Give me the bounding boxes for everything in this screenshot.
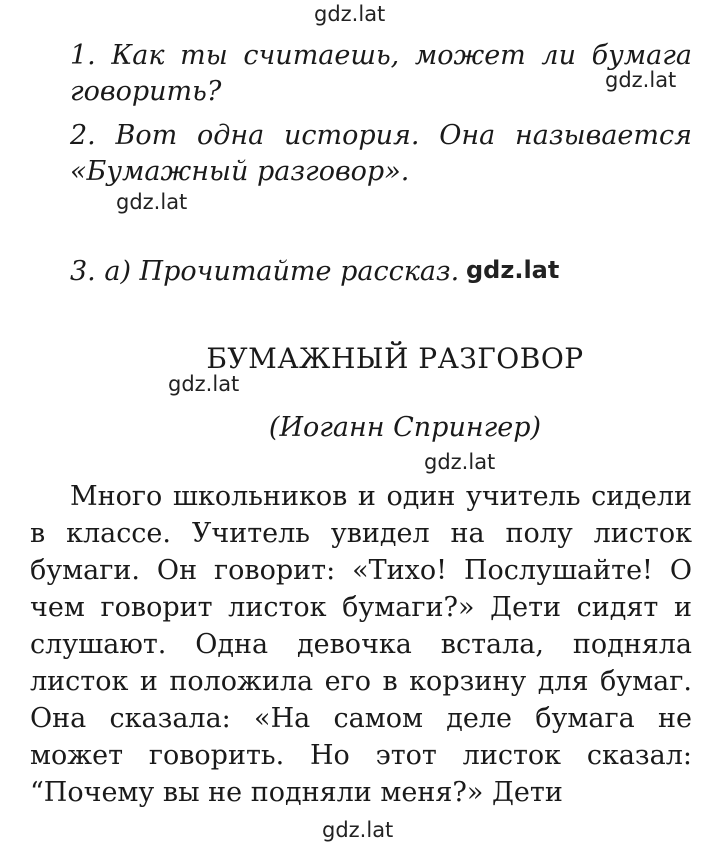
watermark: gdz.lat — [116, 190, 188, 214]
question-1: 1. Как ты считаешь, может ли бумага говорить? — [70, 40, 692, 107]
watermark: gdz.lat — [322, 818, 394, 842]
story-text: Много школьников и один учитель сидели в классе. Учитель увидел на полу листок бумаги. Он говорит: «Тихо! Послушайте! О чем говорит листок бумаги?» Дети сидят и слушают. Одна девочка встала, подняла листок и положила его в корзину для бумаг. Она сказала: «На самом деле бумага не может говорить. Но этот листок сказал: “Почему вы не подняли меня?» Дети — [30, 481, 692, 808]
watermark: gdz.lat — [605, 68, 677, 92]
story-title: БУМАЖНЫЙ РАЗГОВОР — [206, 342, 584, 375]
question-2: 2. Вот одна история. Она называется «Бумажный разговор». — [70, 120, 692, 187]
watermark: gdz.lat — [466, 256, 560, 284]
story-author: (Иоганн Спрингер) — [268, 412, 542, 443]
watermark: gdz.lat — [168, 372, 240, 396]
question-3: 3. а) Прочитайте рассказ. — [70, 256, 460, 287]
watermark: gdz.lat — [424, 450, 496, 474]
watermark: gdz.lat — [314, 2, 386, 26]
